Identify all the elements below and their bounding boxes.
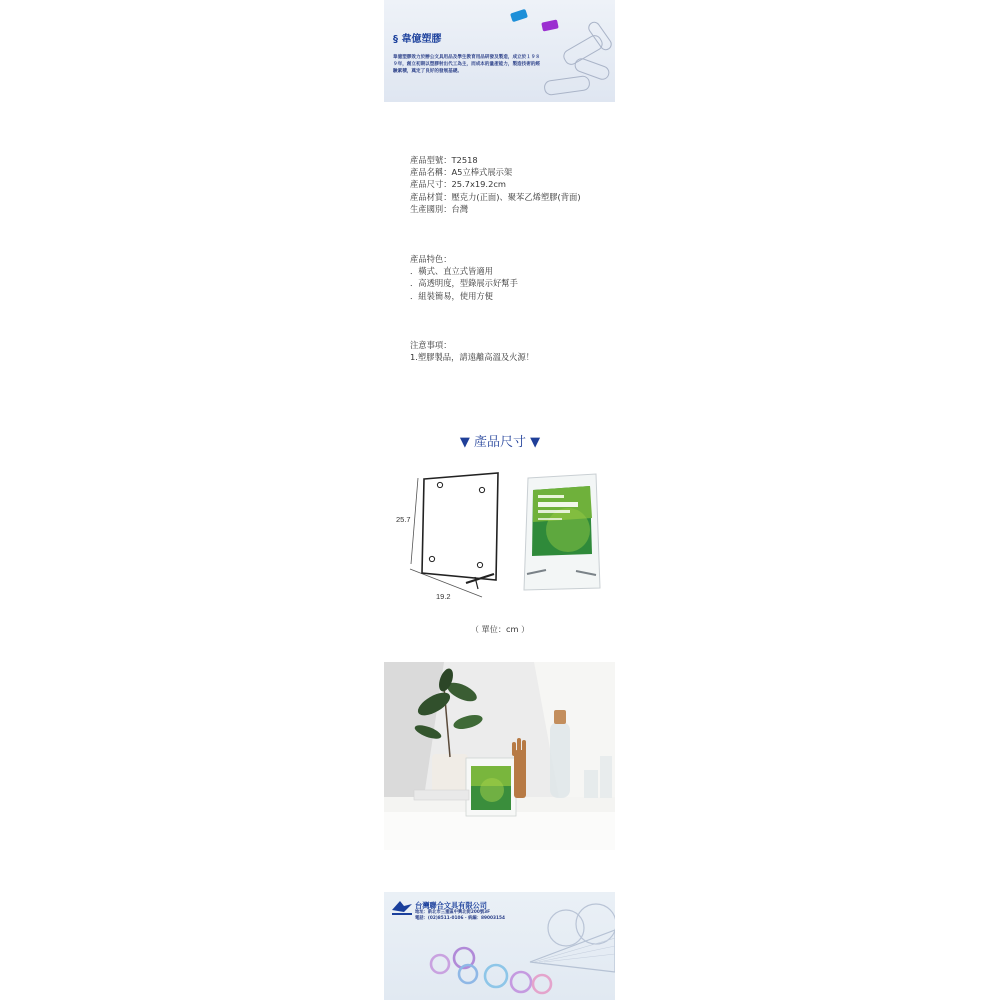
company-phone-line: 電話：(02)8511-0106 · 統編：89003154 [415,915,505,921]
company-address-line: 地址：新北市三重區中興北街200號3F [415,910,491,915]
unit-note: （ 單位：cm ） [470,624,530,634]
feature-list [410,253,518,302]
width-label: 19.2 [436,592,451,601]
brand-banner [384,0,615,102]
feature-heading: 產品特色： [410,254,452,264]
company-name: 台灣聯合文具有限公司 [415,901,487,910]
stationery-decoration [384,892,615,1000]
paperclip-icon [543,75,591,96]
feature-item: ．組裝簡易，使用方便 [410,290,493,301]
spec-model: 產品型號：T2518 [410,155,478,165]
brand-description: 韋億塑膠致力於辦公文具用品及學生教育用品研發及製造，成立於１９８９年，創立初期以塑膠射出代工為主，而成本的量產能力，製造技術的經驗累積，奠定了良好的發展基礎。 [393,55,541,74]
binder-clip-blue [510,9,528,23]
lifestyle-photo [384,662,615,850]
size-diagram [396,470,606,605]
notes-list [410,339,534,363]
height-label: 25.7 [396,515,411,524]
spec-material: 產品材質：壓克力(正面)、聚苯乙烯塑膠(背面) [410,191,581,202]
notes-heading: 注意事項： [410,340,452,350]
spec-origin: 生產國別：台灣 [410,203,469,214]
spec-name: 產品名稱：A5立棒式展示架 [410,167,513,178]
binder-clip-purple [541,19,559,31]
size-section-title: ▼ 產品尺寸 ▼ [459,435,541,450]
feature-item: ．橫式、直立式皆適用 [410,266,493,277]
company-banner [384,892,615,1000]
spec-size: 產品尺寸：25.7x19.2cm [410,179,506,190]
brand-name: § 韋億塑膠 [393,34,442,45]
notes-item: 1.塑膠製品，請遠離高溫及火源！ [410,352,535,363]
product-photo [524,474,600,590]
feature-item: ．高透明度，型錄展示好幫手 [410,278,518,289]
spec-list [410,154,581,215]
